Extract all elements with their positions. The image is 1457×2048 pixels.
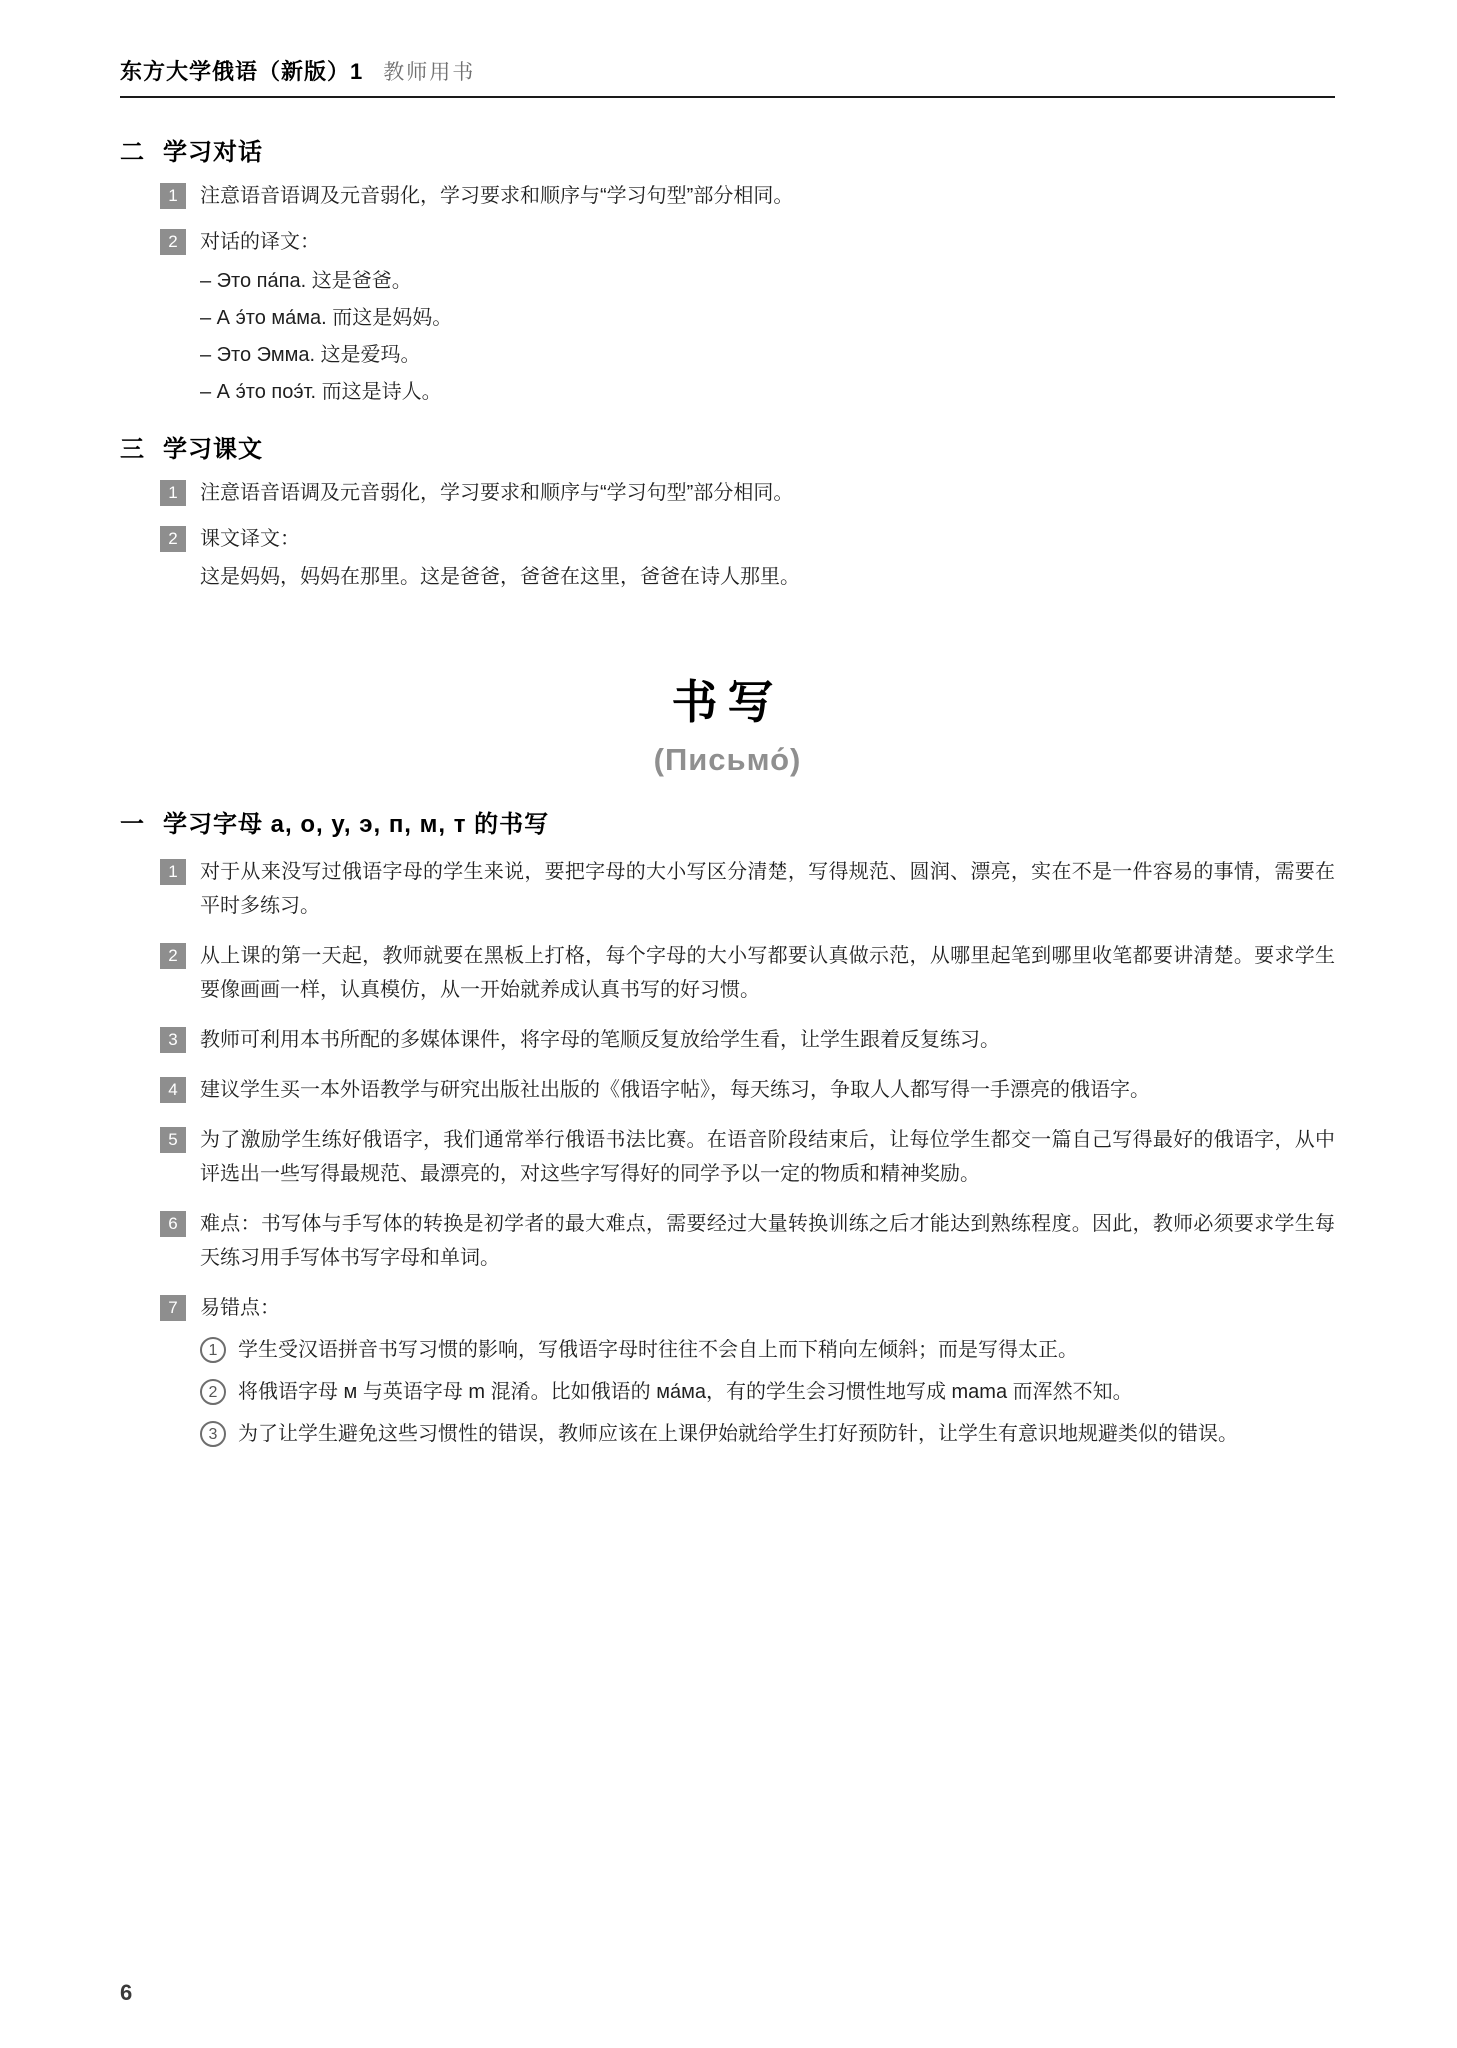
text-translation: 这是妈妈，妈妈在那里。这是爸爸，爸爸在这里，爸爸在诗人那里。 — [200, 566, 800, 588]
item-number-badge: 2 — [160, 229, 186, 255]
section-heading-dialogue — [120, 132, 1335, 167]
list-item — [120, 179, 1335, 213]
chapter-subtitle-russian: (Письмо́) — [653, 742, 802, 777]
circled-number: 1 — [200, 1337, 226, 1363]
item-number-badge: 1 — [160, 859, 186, 885]
list-item — [120, 522, 1335, 556]
item-text: 教师可利用本书所配的多媒体课件，将字母的笔顺反复放给学生看，让学生跟着反复练习。 — [200, 1029, 1000, 1051]
running-head — [120, 55, 1335, 98]
item-text: 建议学生买一本外语教学与研究出版社出版的《俄语字帖》，每天练习，争取人人都写得一手漂亮的俄语字。 — [200, 1079, 1150, 1101]
item-number-badge: 7 — [160, 1295, 186, 1321]
item-text: 注意语音语调及元音弱化，学习要求和顺序与“学习句型”部分相同。 — [200, 482, 794, 504]
item-text: 注意语音语调及元音弱化，学习要求和顺序与“学习句型”部分相同。 — [200, 185, 794, 207]
section-number: 二 — [120, 139, 145, 166]
section-number: 一 — [120, 811, 145, 838]
chapter-block — [120, 666, 1335, 778]
section-number: 三 — [120, 436, 145, 463]
item-number-badge: 3 — [160, 1027, 186, 1053]
item-text: 将俄语字母 м 与英语字母 m 混淆。比如俄语的 ма́ма，有的学生会习惯性地写成 mama 而浑然不知。 — [238, 1381, 1133, 1403]
chapter-title: 书写 — [671, 677, 784, 728]
dialogue-line: – Это Эмма. 这是爱玛。 — [200, 344, 421, 366]
item-number-badge: 4 — [160, 1077, 186, 1103]
sub-list-item — [120, 1417, 1335, 1451]
book-subtitle: 教师用书 — [383, 61, 476, 84]
circled-number: 2 — [200, 1379, 226, 1405]
page-number: 6 — [120, 1980, 133, 2005]
item-text: 课文译文： — [200, 528, 300, 550]
list-item — [120, 1123, 1335, 1191]
page-content — [120, 55, 1335, 1451]
list-item — [120, 1073, 1335, 1107]
list-item — [120, 1207, 1335, 1275]
dialogue-translation — [120, 263, 1335, 411]
circled-number: 3 — [200, 1421, 226, 1447]
list-item — [120, 225, 1335, 259]
item-text: 对于从来没写过俄语字母的学生来说，要把字母的大小写区分清楚，写得规范、圆润、漂亮，实在不是一件容易的事情，需要在平时多练习。 — [200, 861, 1335, 917]
list-item — [120, 476, 1335, 510]
item-number-badge: 1 — [160, 480, 186, 506]
list-item — [120, 1023, 1335, 1057]
item-text: 对话的译文： — [200, 231, 320, 253]
item-number-badge: 2 — [160, 943, 186, 969]
sub-list-item — [120, 1333, 1335, 1367]
dialogue-line: – А э́то ма́ма. 而这是妈妈。 — [200, 307, 453, 329]
item-number-badge: 6 — [160, 1211, 186, 1237]
item-text: 为了让学生避免这些习惯性的错误，教师应该在上课伊始就给学生打好预防针，让学生有意识地规避类似的错误。 — [238, 1423, 1238, 1445]
list-item — [120, 855, 1335, 923]
list-item — [120, 939, 1335, 1007]
dialogue-line: – А э́то поэ́т. 而这是诗人。 — [200, 381, 442, 403]
item-number-badge: 1 — [160, 183, 186, 209]
section-title: 学习字母 а, о, у, э, п, м, т 的书写 — [163, 811, 550, 838]
item-number-badge: 5 — [160, 1127, 186, 1153]
item-text: 为了激励学生练好俄语字，我们通常举行俄语书法比赛。在语音阶段结束后，让每位学生都交一篇自己写得最好的俄语字，从中评选出一些写得最规范、最漂亮的，对这些字写得好的同学予以一定的物质和精神奖励。 — [200, 1129, 1335, 1185]
sub-list-item — [120, 1375, 1335, 1409]
section-title: 学习对话 — [163, 139, 263, 166]
section-title: 学习课文 — [163, 436, 263, 463]
list-item — [120, 1291, 1335, 1325]
dialogue-line: – Это па́па. 这是爸爸。 — [200, 270, 412, 292]
section-heading-writing — [120, 804, 1335, 839]
item-number-badge: 2 — [160, 526, 186, 552]
item-text: 学生受汉语拼音书写习惯的影响，写俄语字母时往往不会自上而下稍向左倾斜；而是写得太正。 — [238, 1339, 1078, 1361]
book-title: 东方大学俄语（新版）1 — [120, 59, 364, 84]
section-heading-text — [120, 429, 1335, 464]
item-text: 难点：书写体与手写体的转换是初学者的最大难点，需要经过大量转换训练之后才能达到熟练程度。因此，教师必须要求学生每天练习用手写体书写字母和单词。 — [200, 1213, 1335, 1269]
item-text: 易错点： — [200, 1297, 280, 1319]
item-text: 从上课的第一天起，教师就要在黑板上打格，每个字母的大小写都要认真做示范，从哪里起笔到哪里收笔都要讲清楚。要求学生要像画画一样，认真模仿，从一开始就养成认真书写的好习惯。 — [200, 945, 1335, 1001]
